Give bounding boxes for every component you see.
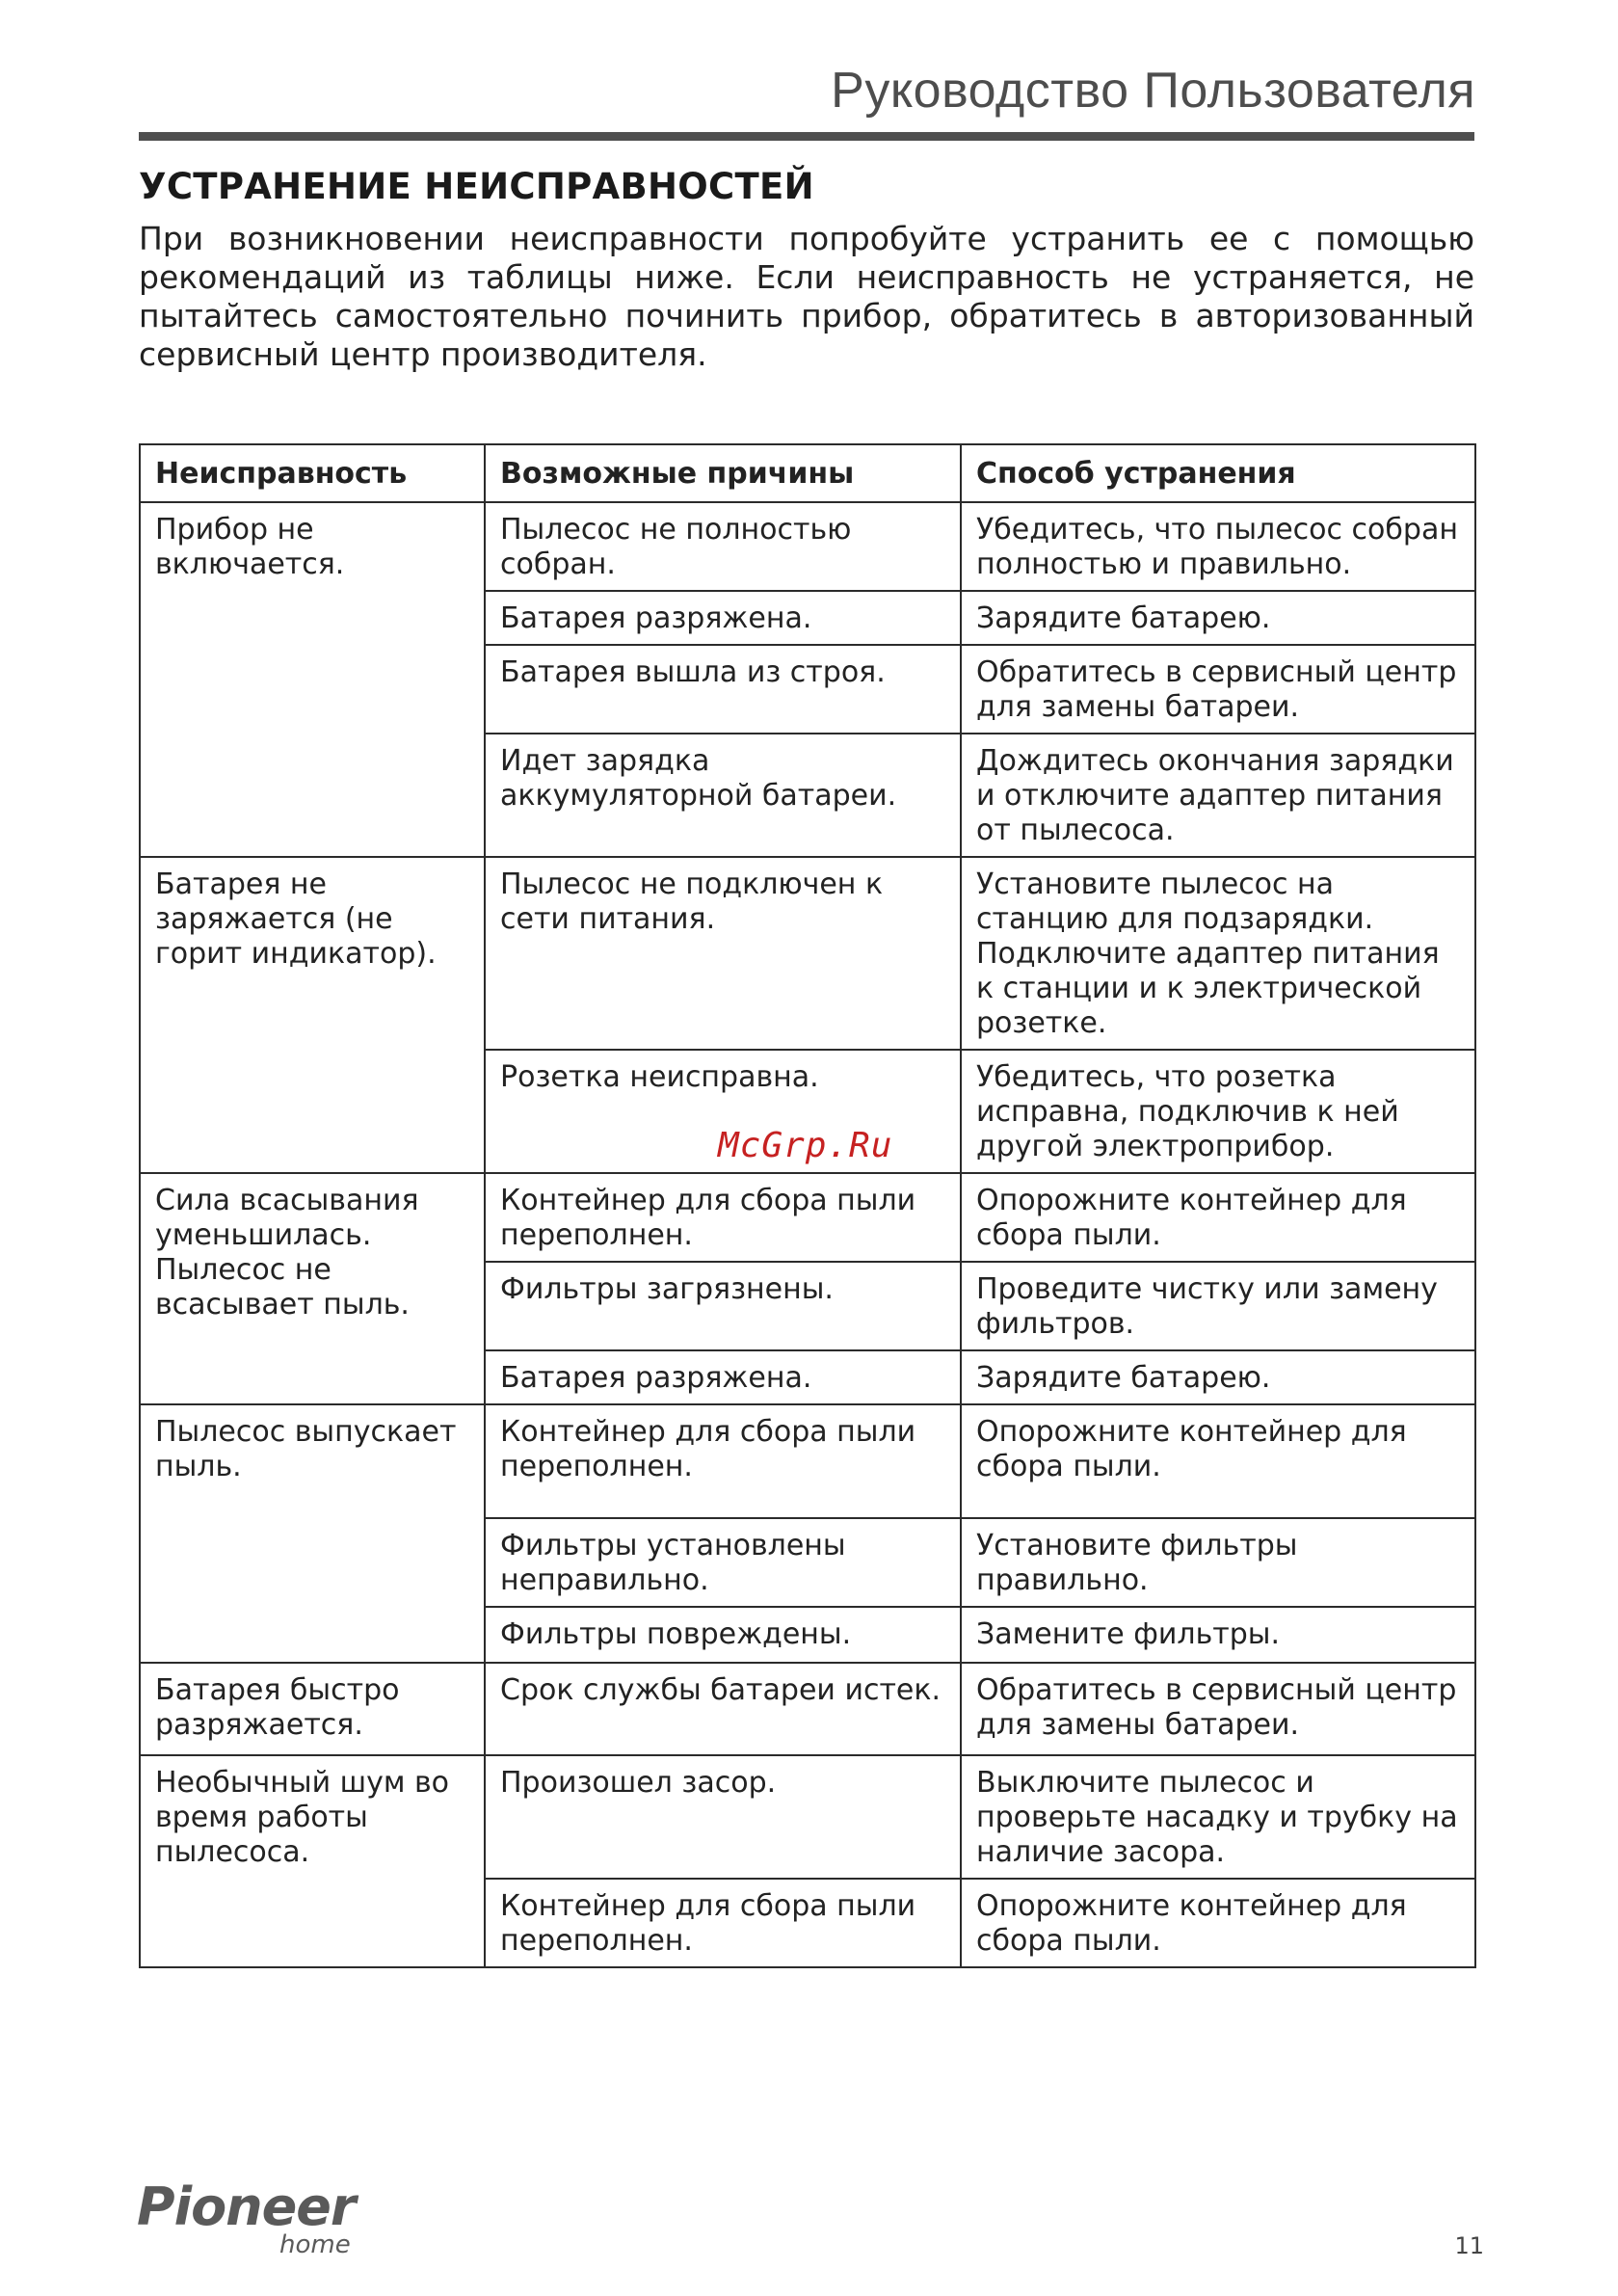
header-divider [139,132,1474,141]
problem-cell: Прибор не включается. [140,502,485,857]
fix-cell: Дождитесь окончания зарядки и отключите адаптер питания от пылесоса. [961,734,1475,857]
cause-cell: Произошел засор. [485,1755,961,1879]
table-row [140,857,1475,1050]
cause-cell: Батарея вышла из строя. [485,645,961,734]
problem-cell: Пылесос выпускает пыль. [140,1404,485,1663]
pioneer-logo [137,2176,368,2259]
intro-paragraph: При возникновении неисправности попробуйте устранить ее с помощью рекомендаций из таблицы ниже. Если неисправность не устраняется, не пытайтесь самостоятельно починить прибор, обратитесь в авторизованный сервисный центр производителя. [139,220,1474,373]
table-row [140,1173,1475,1262]
fix-cell: Установите пылесос на станцию для подзарядки. Подключите адаптер питания к станции и к электрической розетке. [961,857,1475,1050]
fix-cell: Установите фильтры правильно. [961,1518,1475,1607]
fix-cell: Проведите чистку или замену фильтров. [961,1262,1475,1350]
cause-cell: Фильтры установлены неправильно. [485,1518,961,1607]
fix-cell: Обратитесь в сервисный центр для замены батареи. [961,645,1475,734]
cause-cell: Фильтры загрязнены. [485,1262,961,1350]
fix-cell: Убедитесь, что розетка исправна, подключив к ней другой электроприбор. [961,1050,1475,1173]
fix-cell: Выключите пылесос и проверьте насадку и трубку на наличие засора. [961,1755,1475,1879]
cause-cell: Контейнер для сбора пыли переполнен. [485,1879,961,1967]
cause-cell: Батарея разряжена. [485,591,961,645]
table-row [140,502,1475,591]
troubleshooting-table [139,443,1476,1968]
header-fix: Способ устранения [961,444,1475,502]
header-problem: Неисправность [140,444,485,502]
fix-cell: Обратитесь в сервисный центр для замены батареи. [961,1663,1475,1755]
fix-cell: Зарядите батарею. [961,1350,1475,1404]
problem-cell: Батарея не заряжается (не горит индикатор). [140,857,485,1173]
cause-cell: Фильтры повреждены. [485,1607,961,1663]
logo-subtext: home [279,2230,351,2259]
header-cause: Возможные причины [485,444,961,502]
fix-cell: Опорожните контейнер для сбора пыли. [961,1173,1475,1262]
cause-cell: Срок службы батареи истек. [485,1663,961,1755]
cause-cell: Розетка неисправна. [485,1050,961,1173]
cause-cell: Пылесос не полностью собран. [485,502,961,591]
table-row [140,1663,1475,1755]
problem-cell: Батарея быстро разряжается. [140,1663,485,1755]
cause-cell: Пылесос не подключен к сети питания. [485,857,961,1050]
fix-cell: Зарядите батарею. [961,591,1475,645]
header-title: Руководство Пользователя [831,63,1475,119]
fix-cell: Замените фильтры. [961,1607,1475,1663]
logo-wordmark: Pioneer [137,2176,356,2237]
troubleshooting-table-container [139,443,1476,1968]
page-number: 11 [1454,2232,1484,2259]
cause-cell: Контейнер для сбора пыли переполнен. [485,1173,961,1262]
problem-cell: Необычный шум во время работы пылесоса. [140,1755,485,1967]
section-title: УСТРАНЕНИЕ НЕИСПРАВНОСТЕЙ [139,166,814,207]
cause-cell: Идет зарядка аккумуляторной батареи. [485,734,961,857]
table-row [140,1755,1475,1879]
table-row [140,1404,1475,1518]
problem-cell: Сила всасывания уменьшилась. Пылесос не всасывает пыль. [140,1173,485,1404]
cause-cell: Контейнер для сбора пыли переполнен. [485,1404,961,1518]
table-header-row [140,444,1475,502]
watermark: McGrp.Ru [718,1126,893,1165]
cause-cell: Батарея разряжена. [485,1350,961,1404]
fix-cell: Опорожните контейнер для сбора пыли. [961,1879,1475,1967]
fix-cell: Опорожните контейнер для сбора пыли. [961,1404,1475,1518]
fix-cell: Убедитесь, что пылесос собран полностью и правильно. [961,502,1475,591]
